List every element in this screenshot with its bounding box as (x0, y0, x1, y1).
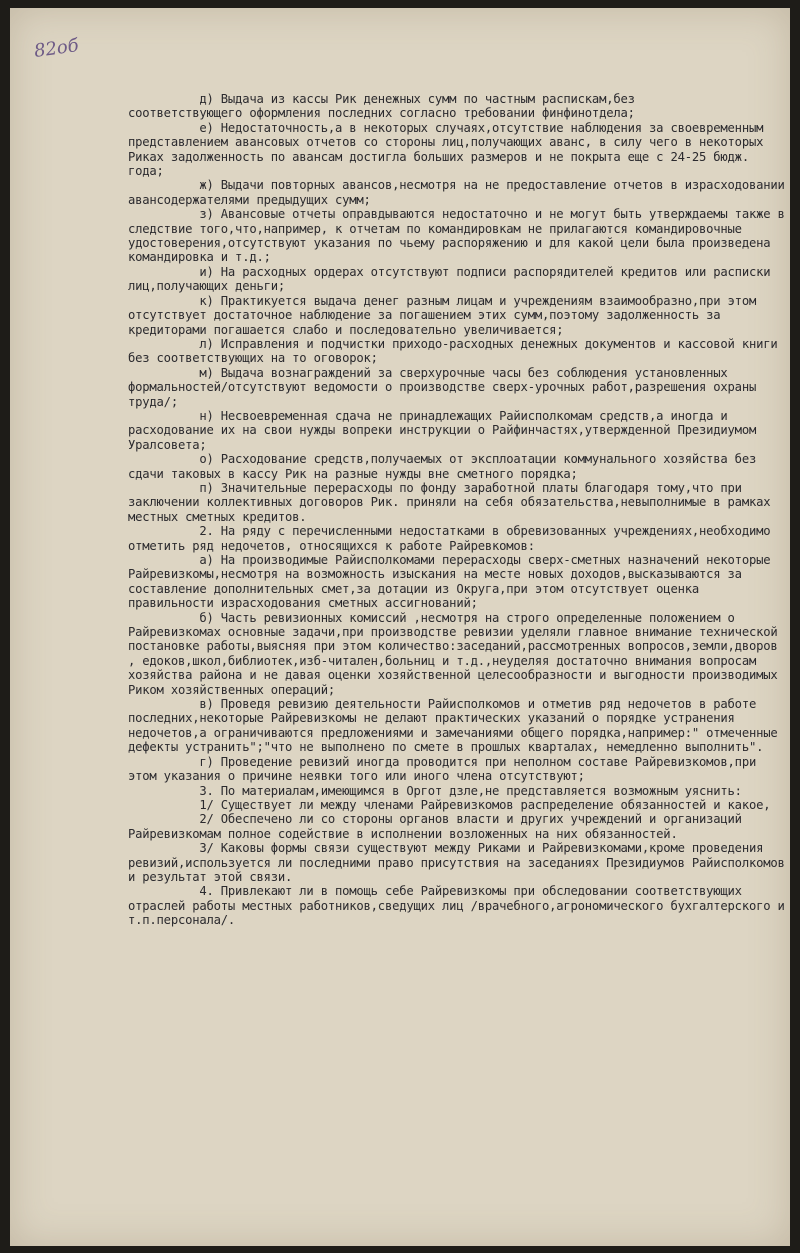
paragraph: и) На расходных ордерах отсутствуют подписи распорядителей кредитов или расписки лиц,получающих деньги; (128, 264, 778, 294)
paragraph: г) Проведение ревизий иногда проводится при неполном составе Райревизкомов,при этом указания о причине неявки того или иного члена отсутствуют; (128, 754, 764, 784)
document-body (128, 92, 792, 928)
paragraph: 4. Привлекают ли в помощь себе Райревизкомы при обследовании соответствующих отраслей работы местных работников,сведущих лиц /врачебного,агрономического бухгалтерского и т.п.персонала/. (128, 884, 792, 928)
paragraph: з) Авансовые отчеты оправдываются недостаточно и не могут быть утверждаемы также в следствие того,что,например, к отчетам по командировкам не прилагаются командировочные удостоверения,отсутствуют указания по чьему распоряжению и для какой цели была произведена командировка и т.д.; (128, 207, 792, 265)
paragraph: 1/ Существует ли между членами Райревизкомов распределение обязанностей и какое, (128, 797, 771, 812)
paragraph: 3. По материалам,имеющимся в Оргот дзле,не представляется возможным уяснить: (128, 783, 742, 798)
paragraph: н) Несвоевременная сдача не принадлежащих Райисполкомам средств,а иногда и расходование их на свои нужды вопреки инструкции о Райфинчастях,утвержденной Президиумом Уралсовета; (128, 408, 764, 452)
paragraph: к) Практикуется выдача денег разным лицам и учреждениям взаимообразно,при этом отсутствует достаточное наблюдение за погашением этих сумм,поэтому задолженность за кредиторами погашается слабо и последовательно увеличивается; (128, 293, 764, 337)
paragraph: п) Значительные перерасходы по фонду заработной платы благодаря тому,что при заключении коллективных договоров Рик. приняли на себя обязательства,невыполнимые в рамках местных сметных кредитов. (128, 480, 778, 524)
paragraph: е) Недостаточность,а в некоторых случаях,отсутствие наблюдения за своевременным представлением авансовых отчетов со стороны лиц,получающих аванс, в силу чего в некоторых Риках задолженность по авансам достигла больших размеров и не покрыта еще с 24-25 бюдж. года; (128, 120, 771, 179)
paragraph: 2. На ряду с перечисленными недостатками в обревизованных учреждениях,необходимо отметить ряд недочетов, относящихся к работе Райревкомов: (128, 524, 778, 553)
paragraph: м) Выдача вознаграждений за сверхурочные часы без соблюдения установленных формальностей/отсутствуют ведомости о производстве сверх-урочных работ,разрешения охраны труда/; (128, 365, 764, 409)
paragraph: 2/ Обеспечено ли со стороны органов власти и других учреждений и организаций Райревизкомам полное содействие в исполнении возложенных на них обязанностей. (128, 812, 749, 841)
paragraph: о) Расходование средств,получаемых от эксплоатации коммунального хозяйства без сдачи таковых в кассу Рик на разные нужды вне сметного порядка; (128, 452, 764, 481)
paragraph: д) Выдача из кассы Рик денежных сумм по частным распискам,без соответствующего оформления последних согласно требовании финфинотдела; (128, 92, 635, 121)
paragraph: б) Часть ревизионных комиссий ,несмотря на строго определенные положением о Райревизкомах основные задачи,при производстве ревизии уделяли главное внимание технической постановке работы,выясняя при этом количество:заседаний,рассмотренных вопросов,земли,дворов , едоков,школ,библиотек,изб-читален,больниц и т.д.,неуделяя достаточно внимания вопросам хозяйства района и не давая оценки хозяйственной целесообразности и выгодности производимых Риком хозяйственных операций; (128, 610, 785, 697)
paragraph: в) Проведя ревизию деятельности Райисполкомов и отметив ряд недочетов в работе последних,некоторые Райревизкомы не делают практических указаний о порядке устранения недочетов,а ограничиваются предложениями и замечаниями общего порядка,например:" отмеченные дефекты устранить";"что не выполнено по смете в прошлых кварталах, немедленно выполнить". (128, 697, 785, 755)
paragraph: 3/ Каковы формы связи существуют между Риками и Райревизкомами,кроме проведения ревизий,используется ли последними право присутствия на заседаниях Президиумов Райисполкомов и результат этой связи. (128, 841, 792, 884)
archive-folio-number: 82об (32, 34, 80, 63)
document-page (10, 8, 790, 1246)
paragraph: л) Исправления и подчистки приходо-расходных денежных документов и кассовой книги без соответствующих на то оговорок; (128, 336, 785, 366)
paragraph: ж) Выдачи повторных авансов,несмотря на не предоставление отчетов в израсходовании авансодержателями предыдущих сумм; (128, 178, 792, 207)
paragraph: а) На производимые Райисполкомами перерасходы сверх-сметных назначений некоторые Райревизкомы,несмотря на возможность изыскания на месте новых доходов,высказываются за составление дополнительных смет,за дотации из Округа,при этом отсутствует оценка правильности израсходования сметных ассигнований; (128, 553, 778, 611)
